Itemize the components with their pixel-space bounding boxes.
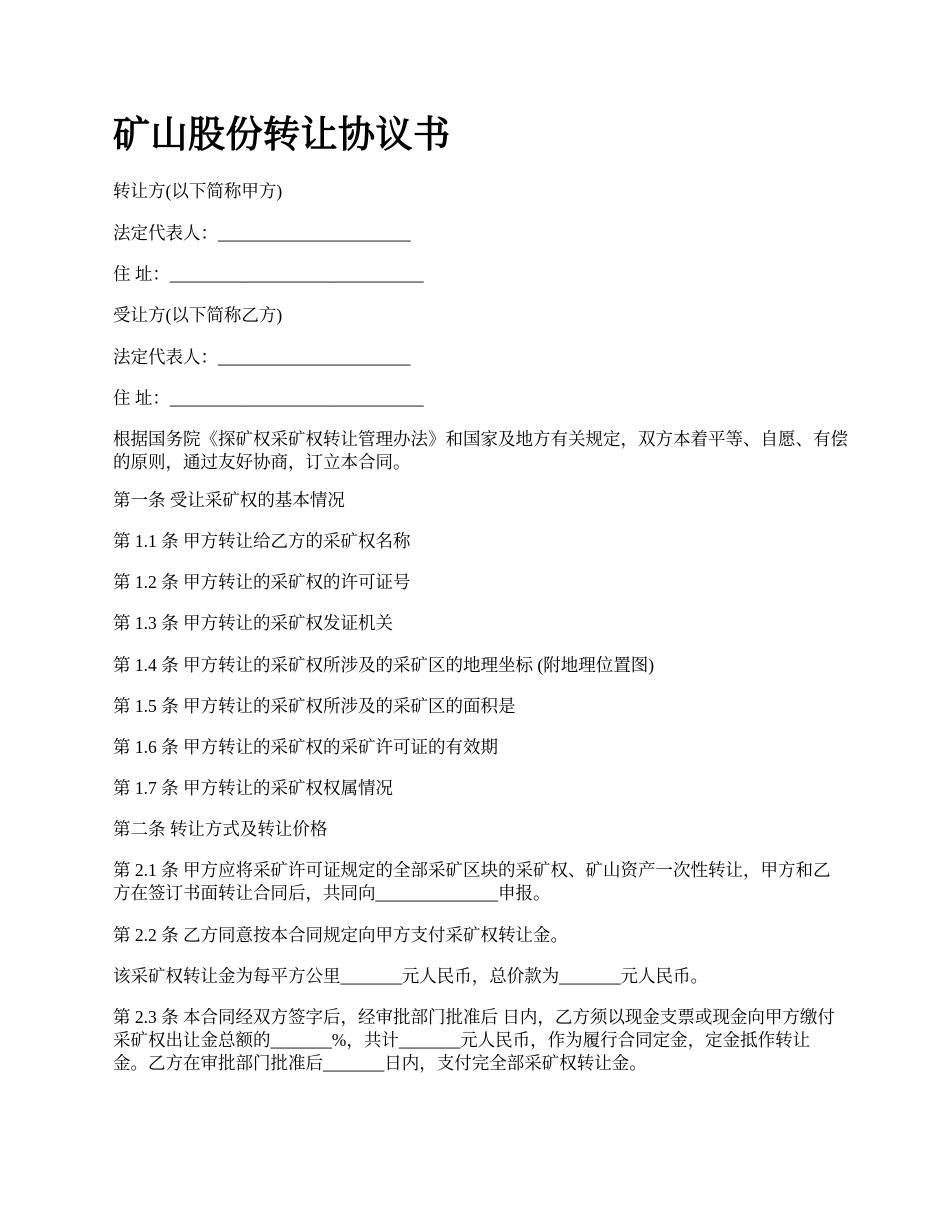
clause-2-1: 第 2.1 条 甲方应将采矿许可证规定的全部采矿区块的采矿权、矿山资产一次性转让，甲方和乙方在签订书面转让合同后，共同向______________申报。 xyxy=(113,860,831,903)
clause-1-2: 第 1.2 条 甲方转让的采矿权的许可证号 xyxy=(113,572,411,592)
transferee-representative: 法定代表人：______________________ xyxy=(113,347,411,367)
price-paragraph: 该采矿权转让金为每平方公里_______元人民币，总价款为_______元人民币。 xyxy=(113,966,708,986)
transferee-line: 受让方(以下简称乙方) xyxy=(113,305,283,325)
preamble-paragraph: 根据国务院《探矿权采矿权转让管理办法》和国家及地方有关规定，双方本着平等、自愿、有偿的原则，通过友好协商，订立本合同。 xyxy=(113,429,848,472)
article-1-heading: 第一条 受让采矿权的基本情况 xyxy=(113,490,345,510)
article-2-heading: 第二条 转让方式及转让价格 xyxy=(113,819,328,839)
transferor-address: 住 址：_____________________________ xyxy=(113,264,424,284)
clause-1-1: 第 1.1 条 甲方转让给乙方的采矿权名称 xyxy=(113,531,411,551)
clause-1-3: 第 1.3 条 甲方转让的采矿权发证机关 xyxy=(113,613,393,633)
clause-1-7: 第 1.7 条 甲方转让的采矿权权属情况 xyxy=(113,778,393,798)
transferor-line: 转让方(以下简称甲方) xyxy=(113,181,283,201)
clause-2-3: 第 2.3 条 本合同经双方签字后，经审批部门批准后 日内，乙方须以现金支票或现金向甲方缴付采矿权出让金总额的_______%，共计_______元人民币，作为履行合同定金，定金抵作转让金。乙方在审批部门批准后_______日内，支付完全部采矿权转让金。 xyxy=(113,1007,835,1073)
clause-1-6: 第 1.6 条 甲方转让的采矿权的采矿许可证的有效期 xyxy=(113,737,498,757)
clause-2-2: 第 2.2 条 乙方同意按本合同规定向甲方支付采矿权转让金。 xyxy=(113,925,568,945)
clause-1-4: 第 1.4 条 甲方转让的采矿权所涉及的采矿区的地理坐标 (附地理位置图) xyxy=(113,655,655,675)
document-title: 矿山股份转让协议书 xyxy=(113,115,451,156)
transferee-address: 住 址：_____________________________ xyxy=(113,388,424,408)
clause-1-5: 第 1.5 条 甲方转让的采矿权所涉及的采矿区的面积是 xyxy=(113,696,516,716)
transferor-representative: 法定代表人：______________________ xyxy=(113,223,411,243)
